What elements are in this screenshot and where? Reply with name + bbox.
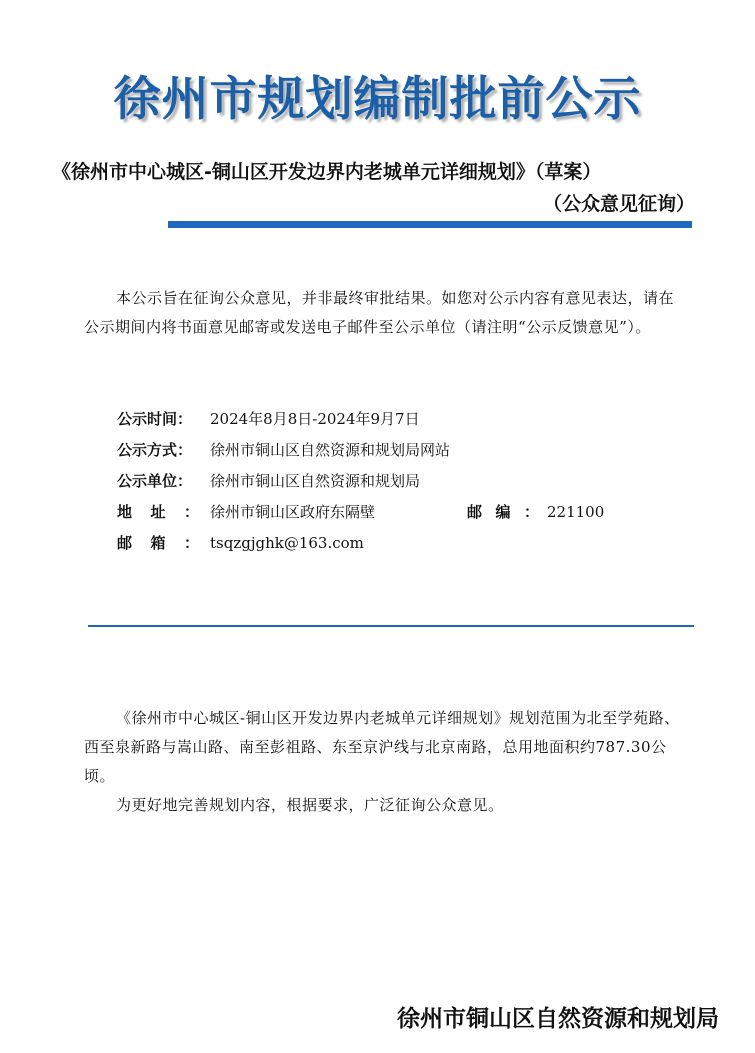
address-value: 徐州市铜山区政府东隔壁 — [210, 503, 376, 521]
info-row-email — [117, 528, 677, 559]
method-value: 徐州市铜山区自然资源和规划局网站 — [210, 441, 451, 459]
postal-code — [467, 497, 604, 528]
info-row-unit — [117, 466, 677, 497]
intro-paragraph: 本公示旨在征询公众意见，并非最终审批结果。如您对公示内容有意见表达，请在公示期间内将书面意见邮寄或发送电子邮件至公示单位（请注明“公示反馈意见”）。 — [84, 289, 675, 336]
unit-value: 徐州市铜山区自然资源和规划局 — [210, 472, 421, 490]
time-value: 2024年8月8日-2024年9月7日 — [210, 410, 420, 428]
email-label: 邮箱： — [117, 534, 199, 552]
issuing-authority-signature: 徐州市铜山区自然资源和规划局 — [397, 1006, 719, 1032]
info-row-time — [117, 404, 677, 435]
email-value[interactable]: tsqzgjghk@163.com — [210, 534, 364, 552]
plan-scope-paragraph: 《徐州市中心城区-铜山区开发边界内老城单元详细规划》规划范围为北至学苑路、西至泉新路与嵩山路、南至彭祖路、东至京沪线与北京南路，总用地面积约787.30公顷。 — [84, 709, 680, 785]
notice-info-block — [117, 404, 677, 559]
section-divider — [88, 625, 694, 627]
postal-value: 221100 — [547, 503, 605, 521]
plan-description — [84, 704, 682, 820]
postal-label: 邮编： — [467, 503, 539, 521]
header-divider — [168, 221, 692, 228]
info-row-address — [117, 497, 677, 528]
unit-label: 公示单位： — [117, 472, 193, 490]
consultation-subtitle: （公众意见征询） — [542, 193, 695, 215]
info-row-method — [117, 435, 677, 466]
method-label: 公示方式： — [117, 441, 193, 459]
address-label: 地址： — [117, 503, 199, 521]
consultation-paragraph: 为更好地完善规划内容，根据要求，广泛征询公众意见。 — [116, 796, 504, 814]
plan-name-subtitle: 《徐州市中心城区-铜山区开发边界内老城单元详细规划》（草案） — [52, 161, 602, 183]
time-label: 公示时间： — [117, 410, 193, 428]
notice-title: 徐州市规划编制批前公示 — [113, 72, 642, 127]
